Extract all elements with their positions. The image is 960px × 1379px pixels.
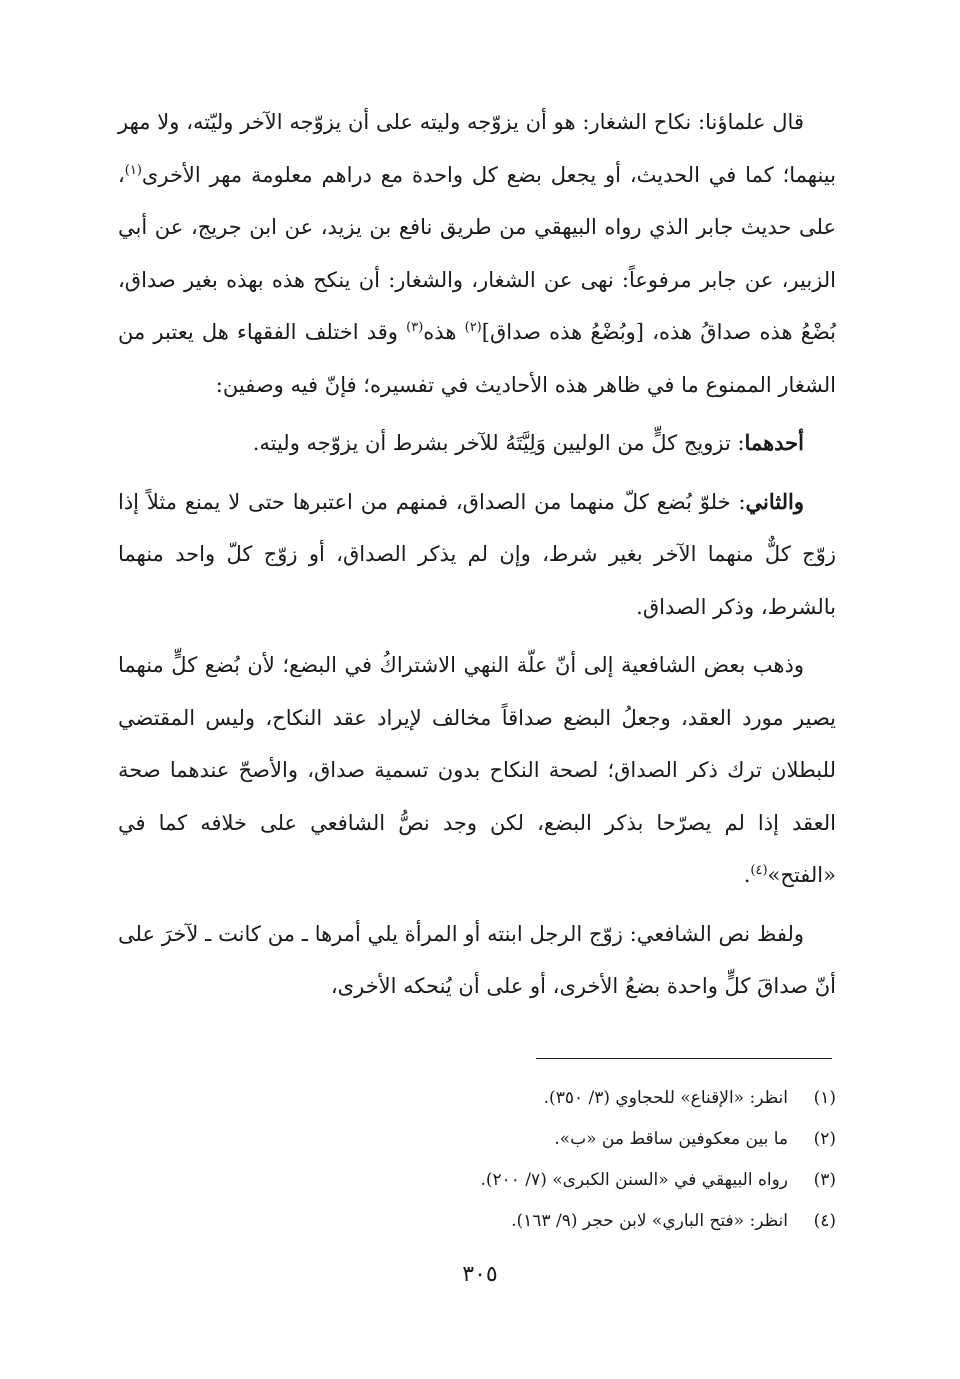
footnote-ref-1[interactable]: (١) bbox=[124, 162, 142, 178]
footnote-ref-3[interactable]: (٣) bbox=[406, 320, 424, 335]
paragraph-shafii-view bbox=[118, 639, 836, 902]
paragraph-text: قال علماؤنا: نكاح الشغار: هو أن يزوّجه وليته على أن يزوّجه الآخر وليّته، ولا مهر بينهما؛ كما في الحديث، أو يجعل بضع كل واحدة مع دراهم معلومة مهر الأخرى bbox=[118, 110, 836, 187]
footnote-item bbox=[276, 1160, 836, 1201]
page-number: ٣٠٥ bbox=[462, 1262, 498, 1287]
footnote-text: انظر: «فتح الباري» لابن حجر (٩/ ١٦٣). bbox=[511, 1211, 788, 1231]
footnotes-list bbox=[276, 1078, 836, 1242]
footnote-item bbox=[276, 1201, 836, 1242]
paragraph-text: وقد اختلف الفقهاء هل يعتبر من الشغار الممنوع ما في ظاهر هذه الأحاديث في تفسيره؛ فإنّ فيه وصفين: bbox=[118, 320, 836, 397]
footnote-item bbox=[276, 1078, 836, 1119]
paragraph-lead-term: أحدهما bbox=[744, 430, 804, 455]
paragraph-second-description bbox=[118, 476, 836, 634]
footnote-ref-4[interactable]: (٤) bbox=[750, 863, 768, 878]
footnote-number: (٢) bbox=[813, 1129, 836, 1149]
footnote-number: (٣) bbox=[813, 1170, 836, 1190]
footnote-text: انظر: «الإقناع» للحجاوي (٣/ ٣٥٠). bbox=[543, 1088, 788, 1108]
paragraph-first-description bbox=[118, 417, 836, 470]
paragraph-text: : خلوّ بُضع كلّ منهما من الصداق، فمنهم من اعتبرها حتى لا يمنع مثلاً إذا زوّج كلٌّ منهما الآخر بغير شرط، وإن لم يذكر الصداق، أو زوّج كلّ واحد منهما بالشرط، وذكر الصداق. bbox=[118, 489, 836, 619]
footnote-number: (٤) bbox=[813, 1211, 836, 1231]
footnote-text: رواه البيهقي في «السنن الكبرى» (٧/ ٢٠٠). bbox=[480, 1170, 788, 1190]
footnote-text: ما بين معكوفين ساقط من «ب». bbox=[554, 1129, 788, 1149]
paragraph-text: : تزويج كلٍّ من الوليين وَلِيَّتَهُ للآخر بشرط أن يزوّجه وليته. bbox=[252, 431, 745, 455]
footnote-number: (١) bbox=[813, 1088, 836, 1108]
paragraph-text: ولفظ نص الشافعي: زوّج الرجل ابنته أو المرأة يلي أمرها ـ من كانت ـ لآخرَ على أنّ صداقَ كلٍّ واحدة بضعُ الأخرى، أو على أن يُنحكه الأخرى، bbox=[118, 921, 836, 998]
paragraph-text: هذه bbox=[423, 320, 465, 344]
paragraph-text: وذهب بعض الشافعية إلى أنّ علّة النهي الاشتراكُ في البضع؛ لأن بُضع كلٍّ منهما يصير مورد العقد، وجعلُ البضع صداقاً مخالف لإيراد عقد النكاح، وليس المقتضي للبطلان ترك ذكر الصداق؛ لصحة النكاح بدون تسمية صداق، والأصحّ عندهما صحة العقد إذا لم يصرّحا بذكر البضع، لكن وجد نصُّ الشافعي على خلافه كما في «الفتح» bbox=[118, 653, 836, 887]
paragraph-lead-term: والثاني bbox=[745, 488, 804, 514]
paragraph-shighar-definition bbox=[118, 96, 836, 411]
footnote-divider bbox=[536, 1058, 832, 1059]
paragraph-shafii-text bbox=[118, 908, 836, 1013]
paragraph-text: ، على حديث جابر الذي رواه البيهقي من طريق نافع بن يزيد، عن ابن جريج، عن أبي الزبير، عن جابر مرفوعاً: نهى عن الشغار، والشغار: أن ينكح هذه بهذه بغير صداق، بُضْعُ هذه صداقُ هذه، [وبُضْعُ هذه صداق] bbox=[118, 162, 837, 344]
page-body bbox=[118, 96, 836, 1013]
footnote-item bbox=[276, 1119, 836, 1160]
footnote-ref-2[interactable]: (٢) bbox=[464, 320, 482, 335]
paragraph-text: . bbox=[743, 863, 751, 887]
